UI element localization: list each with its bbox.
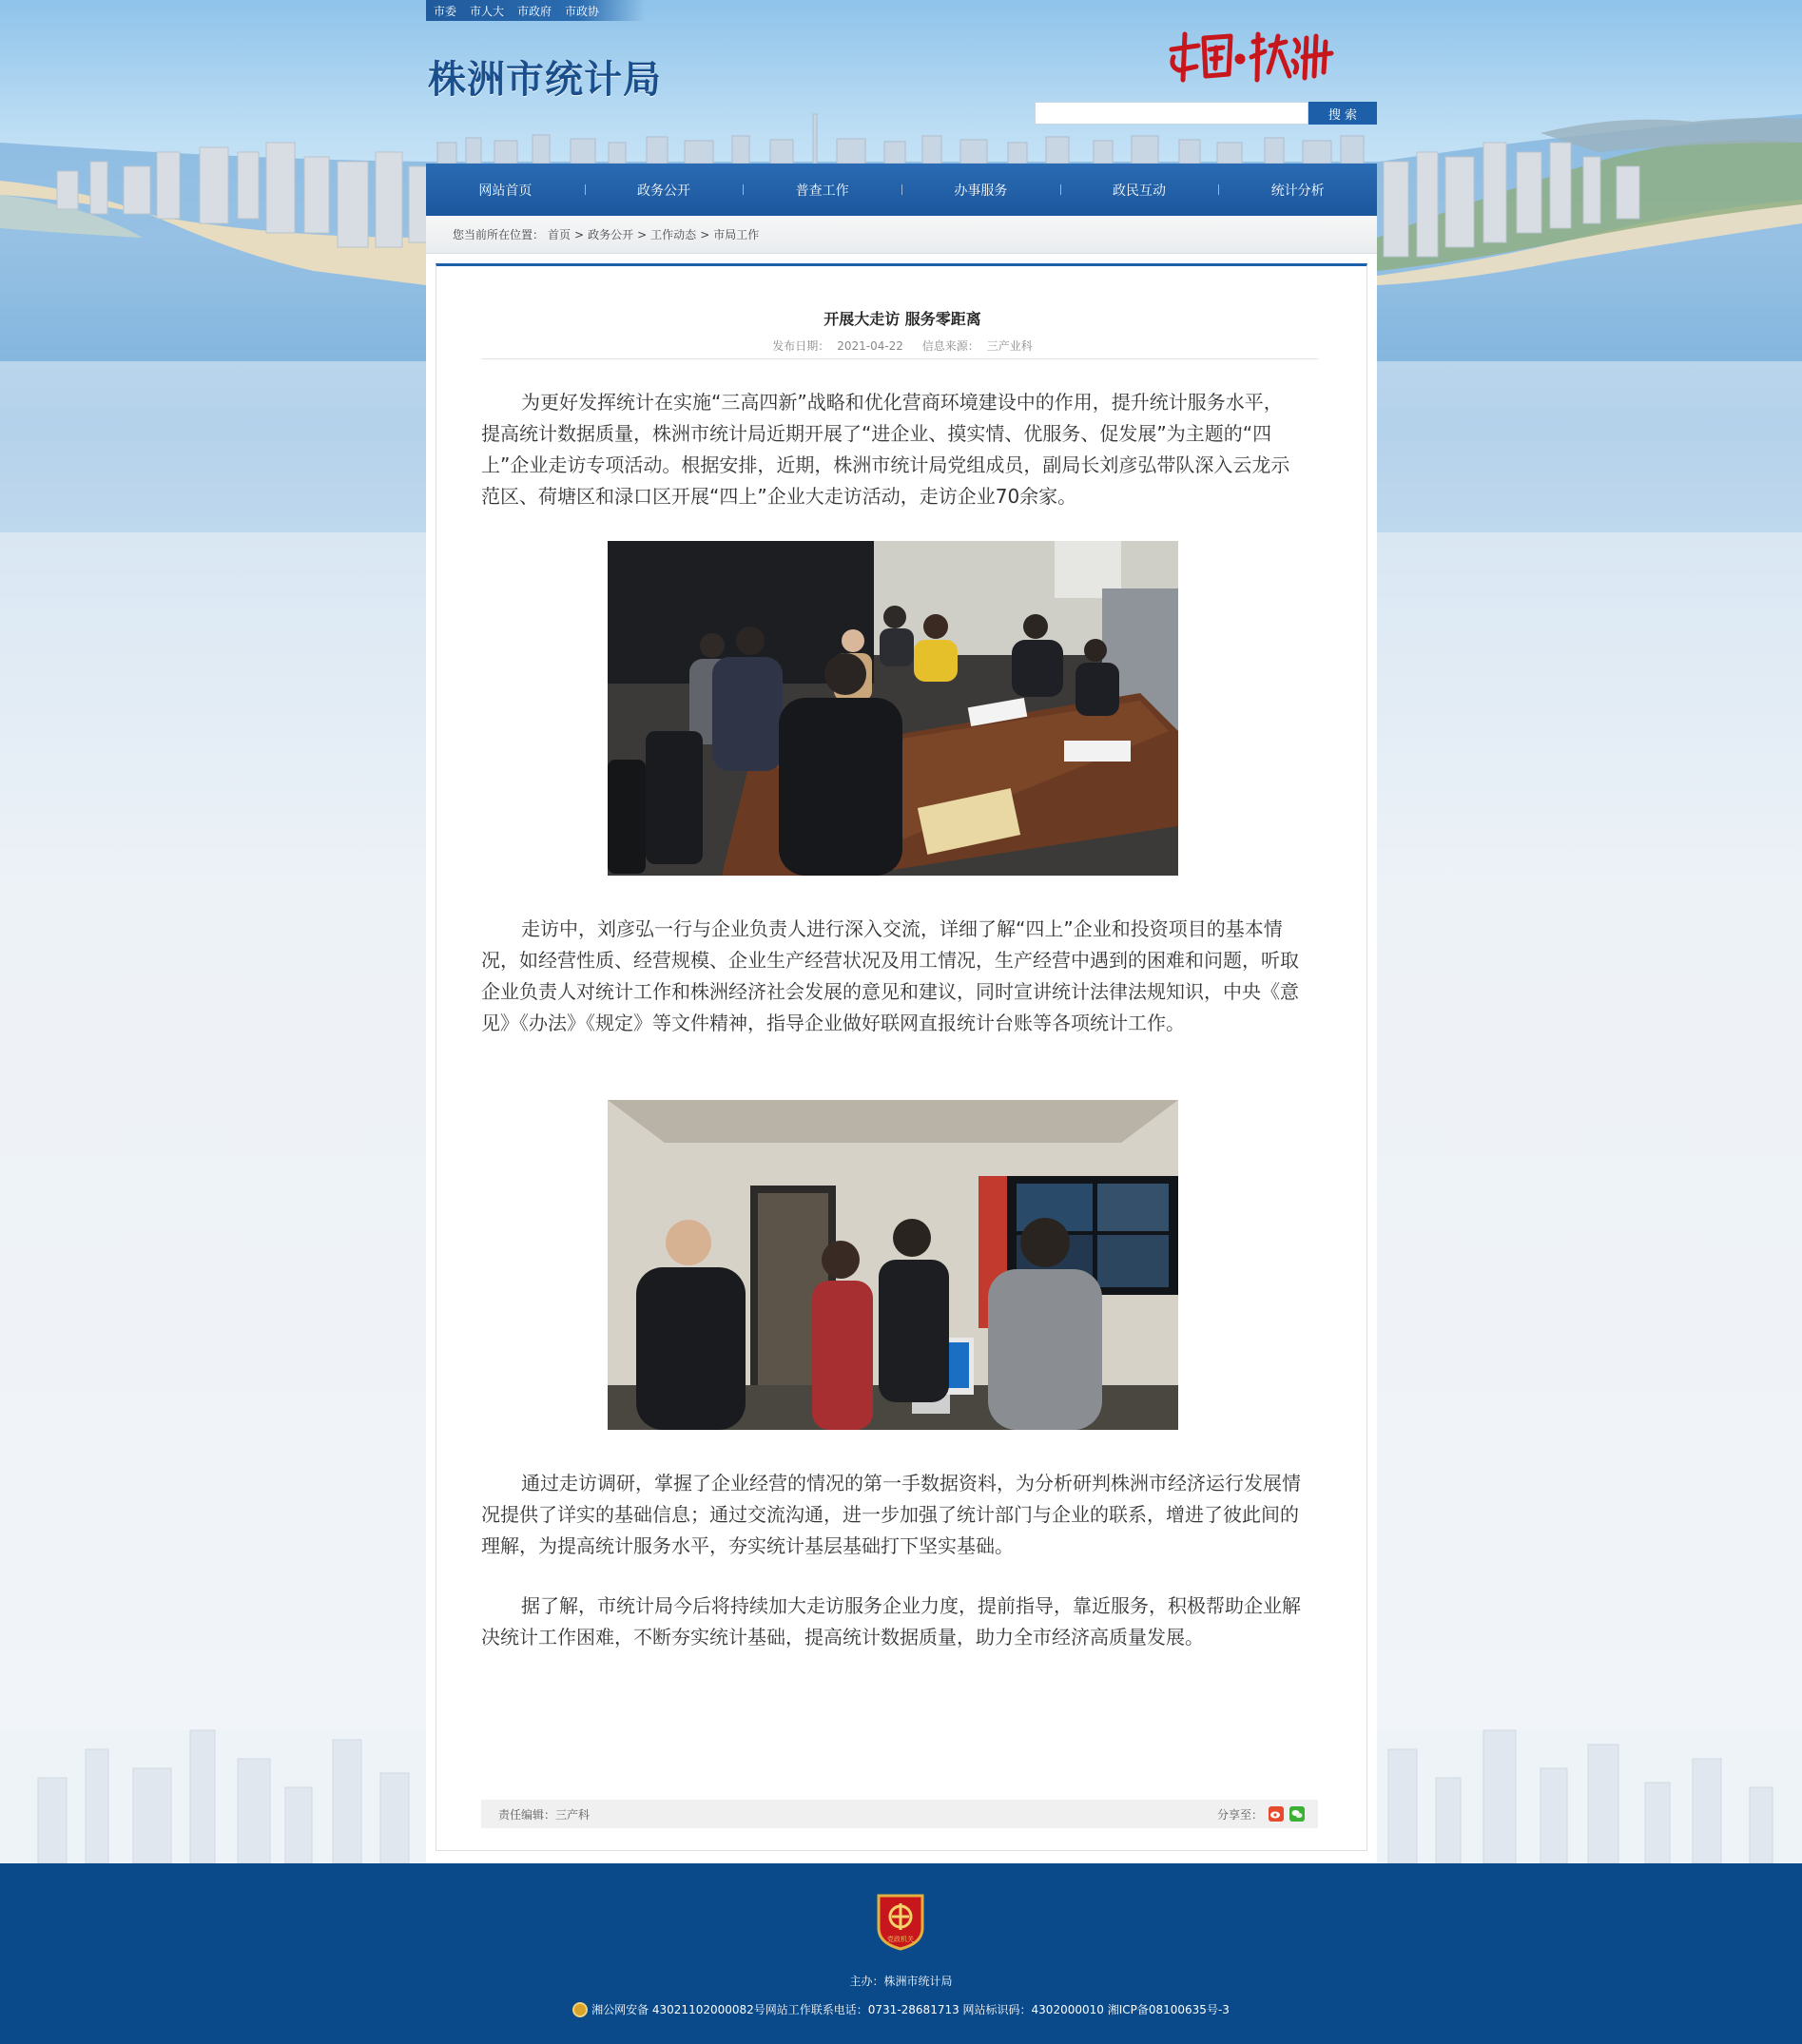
article-paragraph: 走访中，刘彦弘一行与企业负责人进行深入交流，详细了解“四上”企业和投资项目的基本情况，如经营性质、经营规模、企业生产经营状况及用工情况，生产经营中遇到的困难和问题，听取企业负责人对统计工作和株洲经济社会发展的意见和建议，同时宣讲统计法律法规知识，中央《意见》《办法》《规定》等文件精神，指导企业做好联网直报统计台账等各项统计工作。 [481,917,1299,1034]
nav-item-gov-affairs[interactable]: 政务公开 [585,164,744,216]
enterprise-visit-photo [608,1100,1178,1430]
main-nav [426,164,1377,216]
nav-item-home[interactable]: 网站首页 [478,183,533,199]
breadcrumb-prefix: 您当前所在位置： [453,228,545,241]
footer-records-text[interactable]: 湘公网安备 43021102000082号网站工作联系电话：0731-28681713 网站标识码：4302000010 湘ICP备08100635号-3 [591,2003,1230,2016]
info-source: 信息来源： 三产业科 [921,339,1033,353]
top-link-government[interactable]: 市政府 [517,4,552,18]
svg-text:党政机关: 党政机关 [887,1936,914,1943]
breadcrumb-item-bureau-work[interactable]: 市局工作 [713,228,760,241]
breadcrumb-separator: > [700,227,710,241]
top-link-party-committee[interactable]: 市委 [434,4,457,18]
site-title[interactable]: 株洲市统计局 [428,58,662,102]
wechat-share-icon[interactable] [1289,1806,1305,1822]
breadcrumb-item-home[interactable]: 首页 [548,228,572,241]
search-button[interactable]: 搜 索 [1308,102,1377,125]
party-government-badge-icon[interactable] [875,1892,926,1951]
top-links-bar [426,0,645,21]
footer-records [0,2001,1802,2017]
meeting-photo [608,541,1178,876]
breadcrumb-item-gov-affairs[interactable]: 政务公开 [588,228,634,241]
share-label: 分享至： [1216,1807,1263,1822]
search-form [1035,102,1377,125]
breadcrumb-separator: > [574,227,585,241]
editor-name: 三产科 [555,1807,591,1822]
article-paragraph: 通过走访调研，掌握了企业经营的情况的第一手数据资料，为分析研判株洲市经济运行发展情况提供了详实的基础信息；通过交流沟通，进一步加强了统计部门与企业的联系，增进了彼此间的理解，为提高统计服务水平，夯实统计基层基础打下坚实基础。 [481,1472,1301,1557]
nav-item-census[interactable]: 普查工作 [743,164,901,216]
article-paragraph: 据了解，市统计局今后将持续加大走访服务企业力度，提前指导，靠近服务，积极帮助企业解决统计工作困难，不断夯实统计基础，提高统计数据质量，助力全市经济高质量发展。 [481,1594,1301,1649]
title-divider [481,358,1318,359]
editor-label: 责任编辑： [498,1807,556,1822]
article-footer-bar [481,1800,1318,1828]
public-security-badge-icon [572,2002,588,2017]
top-link-cppcc[interactable]: 市政协 [565,4,600,18]
site-footer [0,1863,1802,2044]
breadcrumb [426,216,1377,254]
breadcrumb-item-work-news[interactable]: 工作动态 [650,228,697,241]
china-zhuzhou-calligraphy-logo [1162,29,1343,86]
footer-host: 主办：株洲市统计局 [849,1975,953,1988]
breadcrumb-separator: > [637,227,648,241]
nav-item-services[interactable]: 办事服务 [901,164,1060,216]
article-title: 开展大走访 服务零距离 [823,310,981,328]
content-panel [426,254,1377,1863]
publish-date: 发布日期： 2021-04-22 [772,339,903,353]
top-link-peoples-congress[interactable]: 市人大 [470,4,505,18]
nav-item-interaction[interactable]: 政民互动 [1060,164,1219,216]
article-paragraph: 为更好发挥统计在实施“三高四新”战略和优化营商环境建设中的作用，提升统计服务水平，提高统计数据质量，株洲市统计局近期开展了“进企业、摸实情、优服务、促发展”为主题的“四上”企业走访专项活动。根据安排，近期，株洲市统计局党组成员，副局长刘彦弘带队深入云龙示范区、荷塘区和渌口区开展“四上”企业大走访活动，走访企业70余家。 [481,391,1290,508]
search-input[interactable] [1035,102,1308,125]
nav-item-analysis[interactable]: 统计分析 [1218,164,1377,216]
article-meta [436,337,1368,354]
weibo-share-icon[interactable] [1269,1806,1284,1822]
article-container [436,263,1367,1851]
